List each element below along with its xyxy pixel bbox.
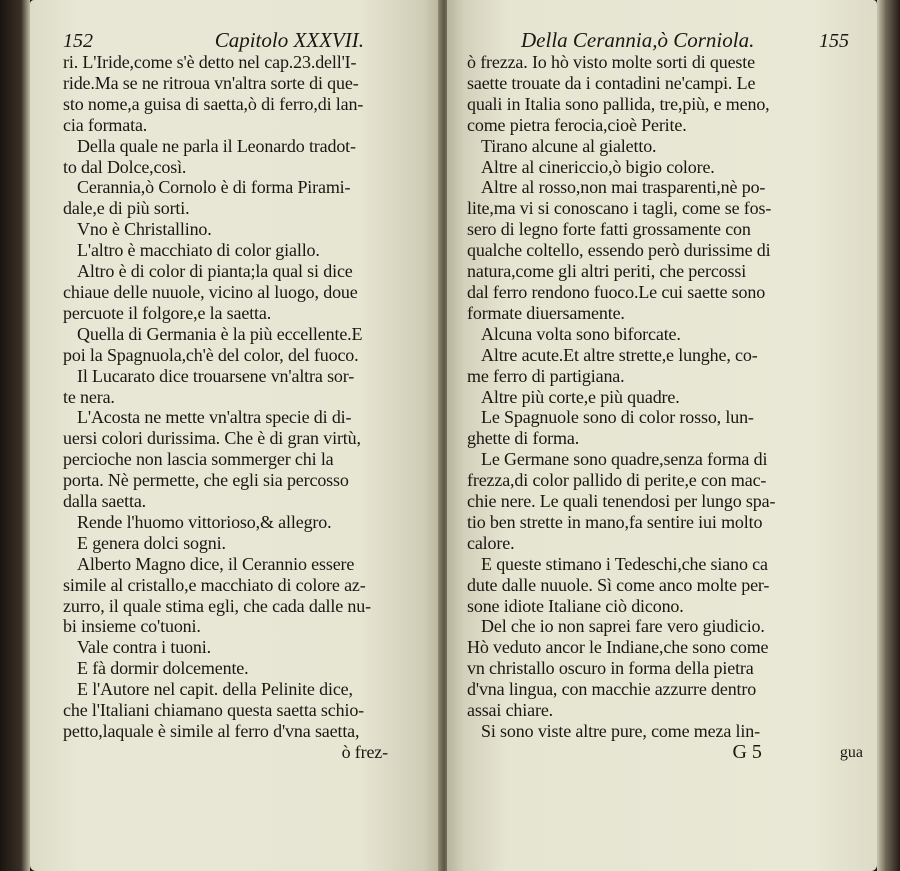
text-line: sone idiote Italiane ciò dicono. [467, 595, 684, 616]
text-line: simile al cristallo,e macchiato di colore az- [63, 574, 366, 595]
text-line: Cerannia,ò Cornolo è di forma Pirami- [77, 177, 351, 198]
text-line: te nera. [63, 386, 115, 407]
text-line: Si sono viste altre pure, come meza lin- [481, 721, 760, 741]
text-line: me ferro di partigiana. [467, 365, 625, 386]
text-line: natura,come gli altri periti, che percossi [467, 261, 747, 282]
left-book-edge [0, 0, 30, 871]
text-line: Del che io non saprei fare vero giudicio. [481, 616, 765, 637]
text-line: qualche coltello, essendo però durissime di [467, 240, 771, 261]
text-line: porta. Nè permette, che egli sia percosso [63, 470, 349, 491]
text-line: Della quale ne parla il Leonardo tradot- [77, 135, 356, 156]
text-line: L'Acosta ne mette vn'altra specie di di- [77, 407, 352, 428]
left-page [30, 0, 440, 871]
text-line: E queste stimano i Tedeschi,che siano ca [481, 553, 768, 574]
text-line: calore. [467, 532, 515, 553]
text-line: bi insieme co'tuoni. [63, 616, 201, 637]
right-page [447, 0, 877, 871]
text-line: lite,ma vi si conoscano i tagli, come se fos- [467, 198, 772, 219]
text-line: L'altro è macchiato di color giallo. [77, 240, 320, 261]
text-line: frezza,di color pallido di perite,e con mac- [467, 470, 767, 491]
right-page-number: 155 [819, 30, 849, 52]
text-line: tio ben strette in mano,fa sentire iui molto [467, 511, 763, 532]
text-line: chie nere. Le quali tenendosi per lungo spa- [467, 491, 776, 512]
text-line: percioche non lascia sommerger chi la [63, 449, 334, 470]
text-line: Rende l'huomo vittorioso,& allegro. [77, 511, 332, 532]
text-line: uersi colori durissima. Che è di gran virtù, [63, 428, 361, 449]
text-line: ri. L'Iride,come s'è detto nel cap.23.dell'I- [63, 52, 357, 72]
left-catchword: ò frez- [341, 741, 388, 762]
text-line: saette trouate da i contadini ne'campi. Le [467, 72, 756, 93]
text-line: cia formata. [63, 114, 148, 135]
text-line: E l'Autore nel capit. della Pelinite dice, [77, 679, 353, 700]
text-line: Le Spagnuole sono di color rosso, lun- [481, 407, 754, 428]
text-line: Hò veduto ancor le Indiane,che sono come [467, 637, 769, 658]
text-line: Vale contra i tuoni. [77, 637, 211, 658]
text-line: come pietra ferocia,cioè Perite. [467, 114, 687, 135]
text-line: vn christallo oscuro in forma della pietra [467, 658, 754, 679]
text-line: ghette di forma. [467, 428, 580, 449]
text-line: sto nome,a guisa di saetta,ò di ferro,di lan- [63, 93, 364, 114]
left-page-header [63, 28, 422, 52]
text-line: Alcuna volta sono biforcate. [481, 323, 681, 344]
text-line: formate diuersamente. [467, 302, 625, 323]
text-line: Altre al cinericcio,ò bigio colore. [481, 156, 715, 177]
text-line: Vno è Christallino. [77, 219, 212, 240]
text-line: zurro, il quale stima egli, che cada dalle nu- [63, 595, 371, 616]
text-line: dale,e di più sorti. [63, 198, 190, 219]
left-page-text [63, 52, 422, 742]
text-line: E genera dolci sogni. [77, 532, 226, 553]
text-line: poi la Spagnuola,ch'è del color, del fuoco. [63, 344, 359, 365]
right-book-edge [877, 0, 900, 871]
text-line: ò frezza. Io hò visto molte sorti di queste [467, 52, 755, 72]
text-line: assai chiare. [467, 700, 554, 721]
text-line: Quella di Germania è la più eccellente.E [77, 323, 363, 344]
text-line: che l'Italiani chiamano questa saetta schio- [63, 700, 365, 721]
text-line: Altro è di color di pianta;la qual si dice [77, 261, 353, 282]
text-line: Altre acute.Et altre strette,e lunghe, co- [481, 344, 758, 365]
text-line: Alberto Magno dice, il Cerannio essere [77, 553, 355, 574]
left-page-number: 152 [63, 30, 93, 52]
right-catchword: gua [839, 743, 863, 761]
right-page-footer [467, 742, 863, 763]
text-line: percuote il folgore,e la saetta. [63, 302, 272, 323]
right-running-head: Della Cerannia,ò Corniola. [521, 28, 755, 52]
text-line: quali in Italia sono pallida, tre,più, e meno, [467, 93, 770, 114]
right-page-text [467, 52, 863, 742]
text-line: dal ferro rendono fuoco.Le cui saette sono [467, 281, 766, 302]
text-line: Tirano alcune al gialetto. [481, 135, 657, 156]
signature-mark: G 5 [732, 740, 762, 763]
text-line: E fà dormir dolcemente. [77, 658, 249, 679]
text-line: Il Lucarato dice trouarsene vn'altra sor- [77, 365, 355, 386]
text-line: ride.Ma se ne ritroua vn'altra sorte di que- [63, 72, 359, 93]
text-line: Le Germane sono quadre,senza forma di [481, 449, 768, 470]
text-line: sero di legno forte fatti grossamente con [467, 219, 751, 240]
right-page-header [467, 28, 863, 52]
text-line: Altre più corte,e più quadre. [481, 386, 680, 407]
text-line: dute dalle nuuole. Sì come anco molte per- [467, 574, 770, 595]
text-line: to dal Dolce,così. [63, 156, 187, 177]
left-running-head: Capitolo XXXVII. [214, 28, 364, 52]
text-line: dalla saetta. [63, 491, 147, 512]
text-line: d'vna lingua, con macchie azzurre dentro [467, 679, 757, 700]
text-line: petto,laquale è simile al ferro d'vna saetta, [63, 721, 360, 741]
text-line: Altre al rosso,non mai trasparenti,nè po- [481, 177, 766, 198]
text-line: chiaue delle nuuole, vicino al luogo, doue [63, 281, 358, 302]
